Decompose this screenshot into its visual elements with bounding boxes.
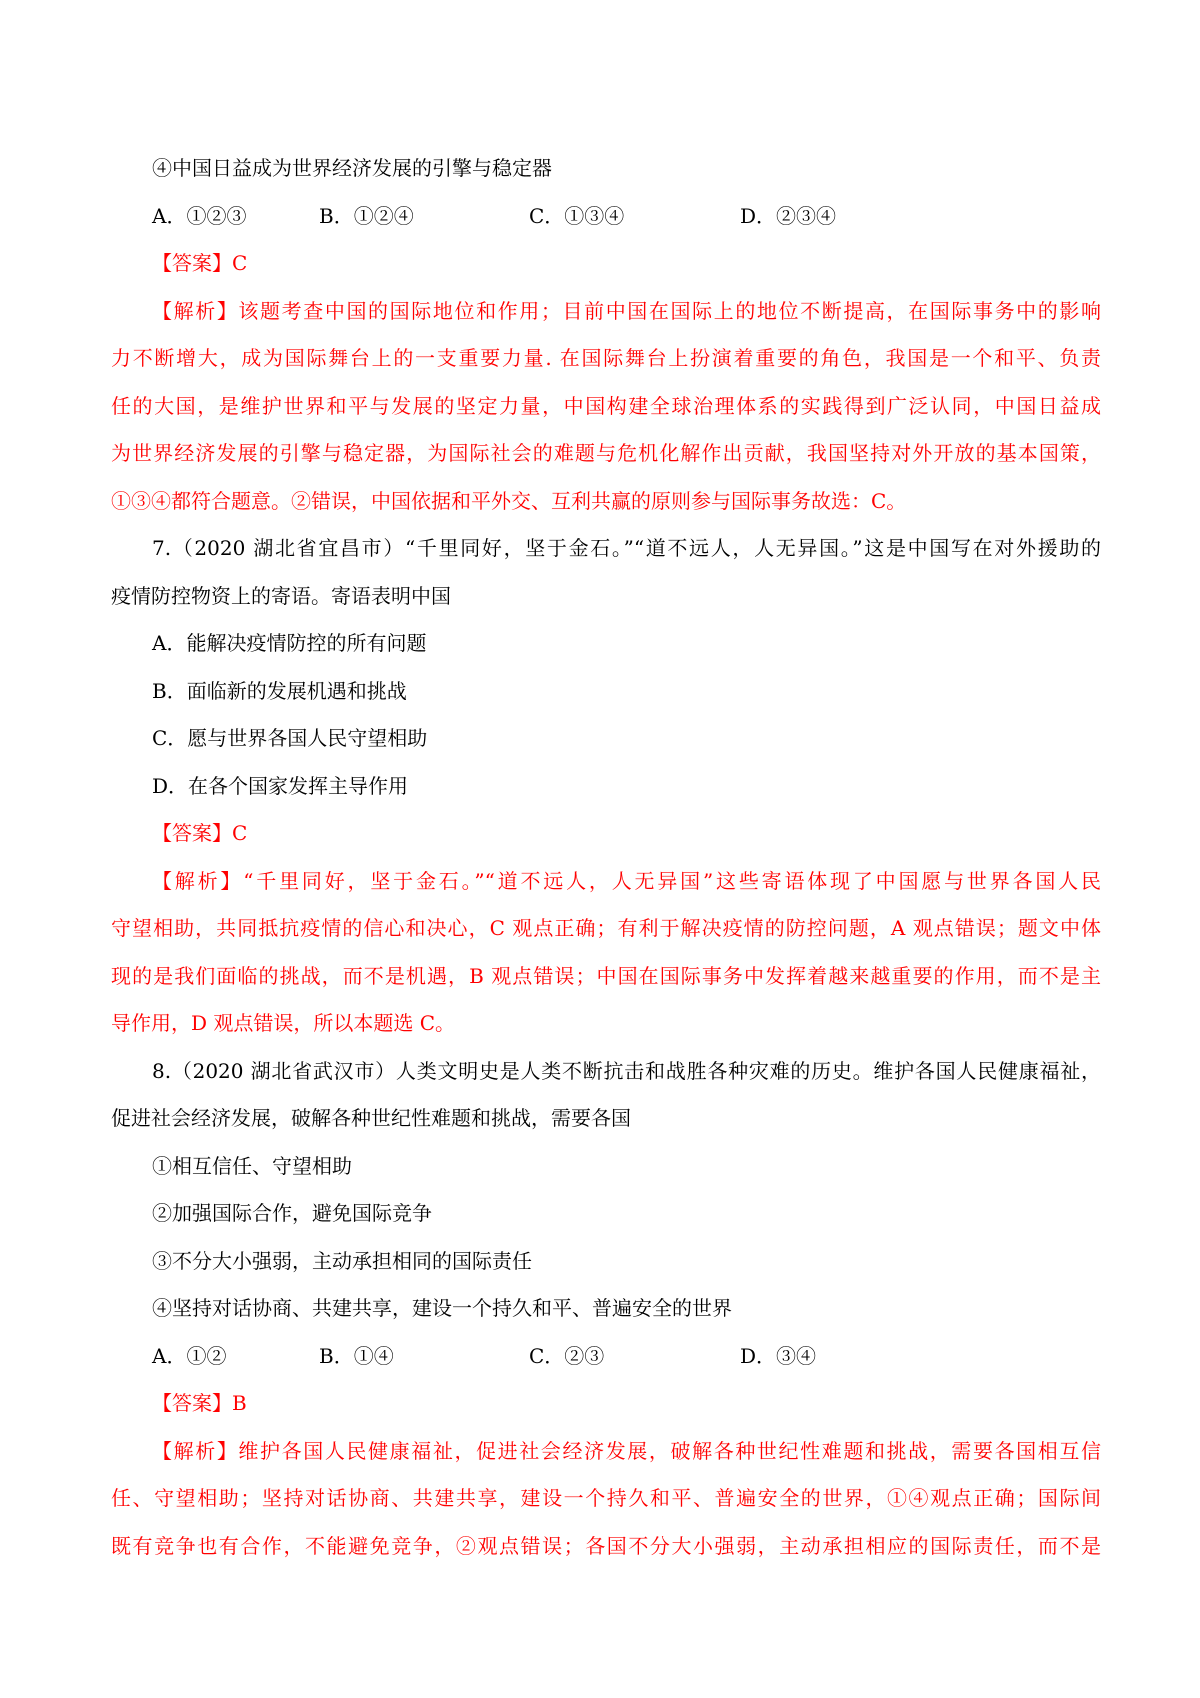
q6-option-a: A．①②③ (152, 203, 247, 228)
q8-item-3: ③不分大小强弱，主动承担相同的国际责任 (152, 1248, 532, 1273)
q6-option-b: B．①②④ (319, 203, 414, 228)
q8-options (111, 1333, 1101, 1381)
q6-analysis-line: 【解析】该题考查中国的国际地位和作用；目前中国在国际上的地位不断提高，在国际事务中的影响 (152, 298, 1101, 323)
q8-option-a: A．①② (152, 1343, 227, 1368)
q6-analysis-line: 为世界经济发展的引擎与稳定器，为国际社会的难题与危机化解作出贡献，我国坚持对外开放的基本国策， (111, 441, 1101, 465)
q7-analysis-line: 【解析】“千里同好，坚于金石。”“道不远人，人无异国”这些寄语体现了中国愿与世界各国人民 (152, 868, 1101, 893)
q7-option-b: B．面临新的发展机遇和挑战 (152, 678, 407, 703)
q6-item-4: ④中国日益成为世界经济发展的引擎与稳定器 (152, 156, 552, 180)
q7-analysis-line: 守望相助，共同抵抗疫情的信心和决心，C 观点正确；有利于解决疫情的防控问题，A 观点错误；题文中体 (111, 916, 1101, 940)
q8-analysis-line: 任、守望相助；坚持对话协商、共建共享，建设一个持久和平、普遍安全的世界，①④观点正确；国际间 (111, 1486, 1101, 1510)
q6-analysis-line: 任的大国，是维护世界和平与发展的坚定力量，中国构建全球治理体系的实践得到广泛认同，中国日益成 (111, 393, 1101, 418)
document-content (111, 145, 1101, 1570)
q8-answer: 【答案】B (152, 1391, 247, 1415)
q6-answer: 【答案】C (152, 251, 248, 275)
q7-option-d: D．在各个国家发挥主导作用 (152, 773, 409, 798)
q7-answer: 【答案】C (152, 821, 248, 845)
q7-option-a: A．能解决疫情防控的所有问题 (152, 631, 427, 655)
q8-stem-line: 促进社会经济发展，破解各种世纪性难题和挑战，需要各国 (111, 1106, 631, 1130)
q6-analysis (111, 288, 1101, 526)
q8-item-4: ④坚持对话协商、共建共享，建设一个持久和平、普遍安全的世界 (152, 1296, 732, 1320)
q7-stem-line: 疫情防控物资上的寄语。寄语表明中国 (111, 583, 451, 608)
q8-option-b: B．①④ (319, 1343, 394, 1368)
q7-analysis-line: 导作用，D 观点错误，所以本题选 C。 (111, 1011, 456, 1035)
q6-options (111, 193, 1101, 241)
q7-analysis-line: 现的是我们面临的挑战，而不是机遇，B 观点错误；中国在国际事务中发挥着越来越重要的作用，而不是主 (111, 963, 1101, 988)
q6-analysis-line: ①③④都符合题意。②错误，中国依据和平外交、互利共赢的原则参与国际事务故选：C。 (111, 488, 907, 513)
q8-analysis-line: 【解析】维护各国人民健康福祉，促进社会经济发展，破解各种世纪性难题和挑战，需要各国相互信 (152, 1438, 1101, 1463)
q7-stem-line: 7.（2020 湖北省宜昌市）“千里同好，坚于金石。”“道不远人，人无异国。”这是中国写在对外援助的 (152, 536, 1101, 560)
q8-option-d: D．③④ (740, 1343, 817, 1368)
q6-analysis-line: 力不断增大，成为国际舞台上的一支重要力量. 在国际舞台上扮演着重要的角色，我国是一个和平、负责 (111, 346, 1101, 370)
q8-option-c: C．②③ (529, 1343, 605, 1368)
q6-option-d: D．②③④ (740, 203, 837, 228)
q6-option-c: C．①③④ (529, 203, 625, 228)
q7-analysis (111, 858, 1101, 1048)
q8-item-1: ①相互信任、守望相助 (152, 1153, 352, 1178)
q8-analysis (111, 1428, 1101, 1571)
q8-item-2: ②加强国际合作，避免国际竞争 (152, 1201, 432, 1225)
q8-stem-line: 8.（2020 湖北省武汉市）人类文明史是人类不断抗击和战胜各种灾难的历史。维护各国人民健康福祉， (152, 1058, 1101, 1083)
q8-analysis-line: 既有竞争也有合作，不能避免竞争，②观点错误；各国不分大小强弱，主动承担相应的国际责任，而不是 (111, 1533, 1101, 1558)
q7-option-c: C．愿与世界各国人民守望相助 (152, 726, 428, 750)
